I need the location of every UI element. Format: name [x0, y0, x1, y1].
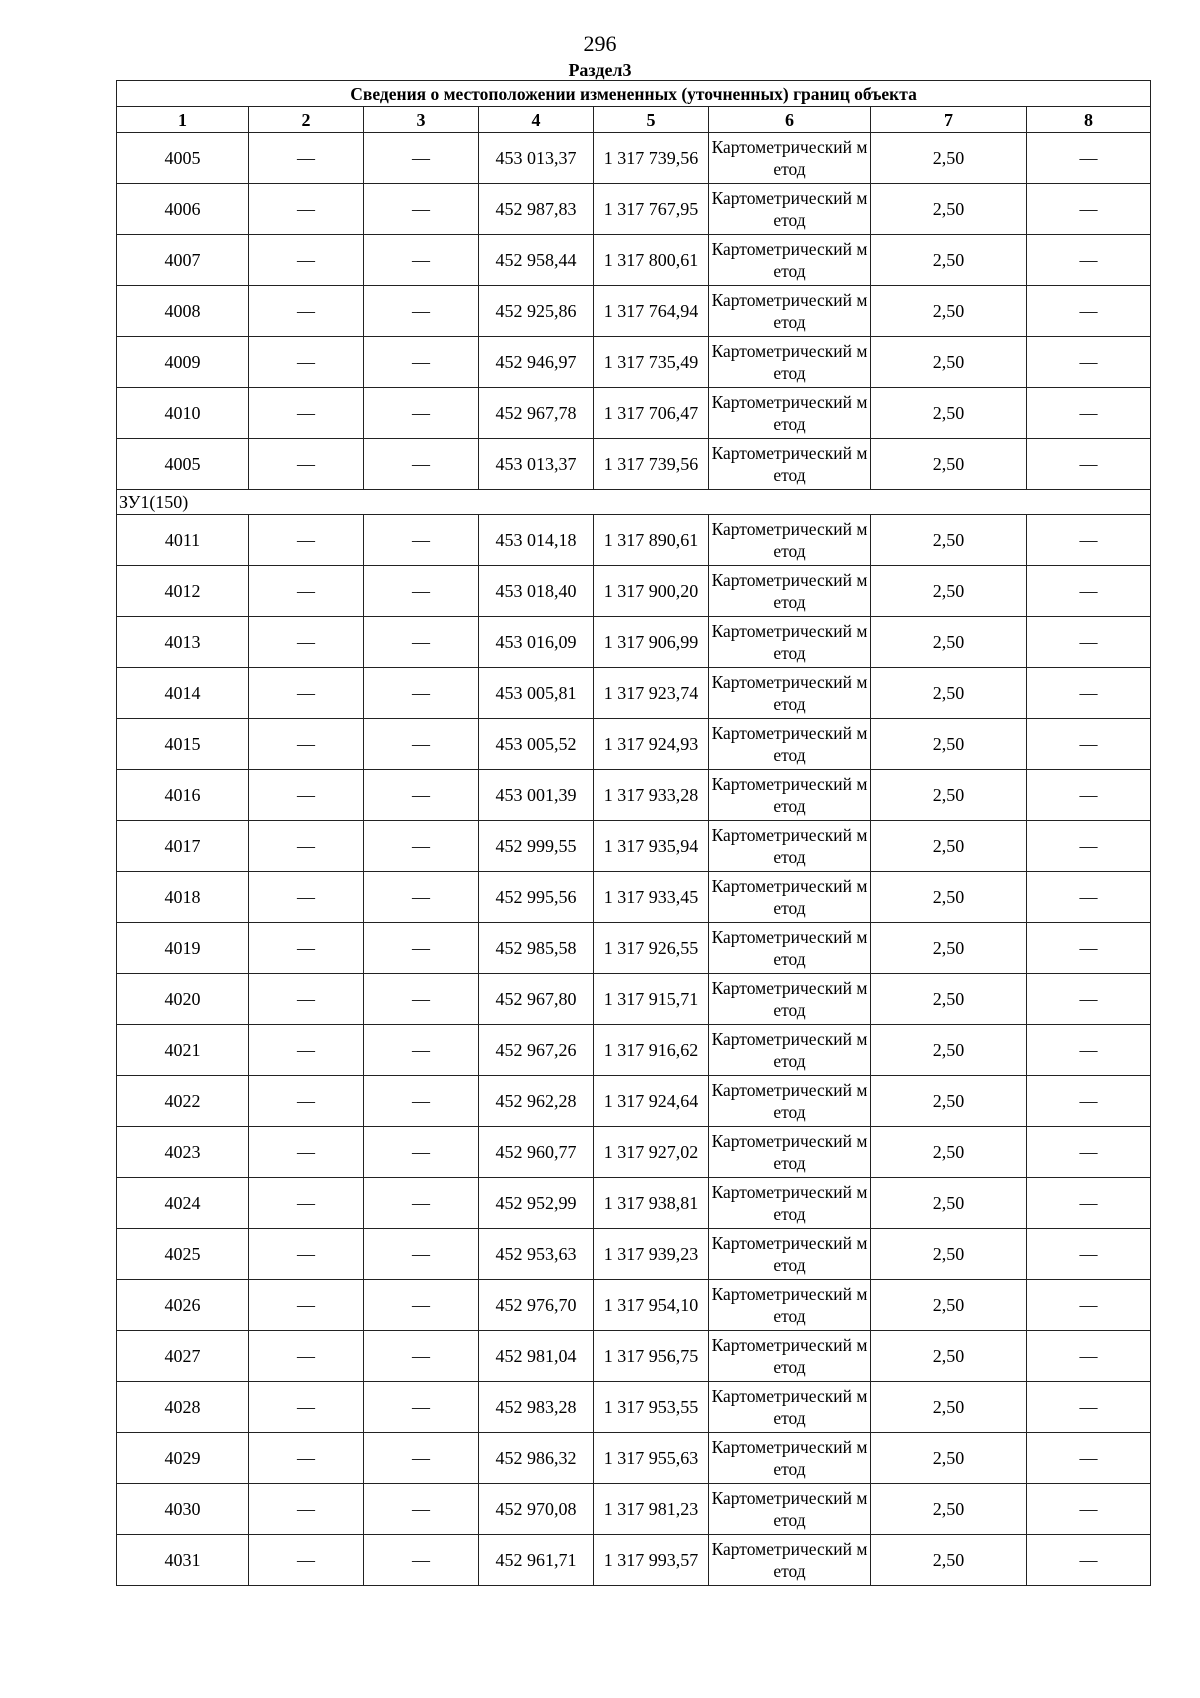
col8-value: — — [1027, 1076, 1151, 1127]
col8-value: — — [1027, 1229, 1151, 1280]
accuracy: 2,50 — [871, 1229, 1027, 1280]
col2-value: — — [249, 1127, 364, 1178]
point-number: 4020 — [117, 974, 249, 1025]
method: Картометрический метод — [709, 719, 871, 770]
point-number: 4022 — [117, 1076, 249, 1127]
col8-value: — — [1027, 923, 1151, 974]
accuracy: 2,50 — [871, 923, 1027, 974]
x-coordinate: 452 952,99 — [479, 1178, 594, 1229]
x-coordinate: 452 987,83 — [479, 184, 594, 235]
y-coordinate: 1 317 924,64 — [594, 1076, 709, 1127]
accuracy: 2,50 — [871, 515, 1027, 566]
col2-value: — — [249, 1382, 364, 1433]
col2-value: — — [249, 1178, 364, 1229]
point-number: 4018 — [117, 872, 249, 923]
x-coordinate: 453 016,09 — [479, 617, 594, 668]
point-number: 4006 — [117, 184, 249, 235]
method: Картометрический метод — [709, 1229, 871, 1280]
y-coordinate: 1 317 739,56 — [594, 133, 709, 184]
table-caption: Сведения о местоположении измененных (уточненных) границ объекта — [117, 81, 1151, 107]
col2-value: — — [249, 515, 364, 566]
table-row — [117, 974, 1151, 1025]
x-coordinate: 453 013,37 — [479, 439, 594, 490]
point-number: 4005 — [117, 439, 249, 490]
col8-value: — — [1027, 133, 1151, 184]
x-coordinate: 452 967,80 — [479, 974, 594, 1025]
col8-value: — — [1027, 668, 1151, 719]
col3-value: — — [364, 821, 479, 872]
col8-value: — — [1027, 719, 1151, 770]
method: Картометрический метод — [709, 668, 871, 719]
x-coordinate: 452 970,08 — [479, 1484, 594, 1535]
col8-value: — — [1027, 184, 1151, 235]
accuracy: 2,50 — [871, 1178, 1027, 1229]
point-number: 4016 — [117, 770, 249, 821]
table-row — [117, 337, 1151, 388]
col8-value: — — [1027, 1178, 1151, 1229]
col8-value: — — [1027, 1433, 1151, 1484]
column-number: 3 — [364, 107, 479, 133]
point-number: 4024 — [117, 1178, 249, 1229]
point-number: 4010 — [117, 388, 249, 439]
column-number: 7 — [871, 107, 1027, 133]
accuracy: 2,50 — [871, 439, 1027, 490]
point-number: 4007 — [117, 235, 249, 286]
col3-value: — — [364, 974, 479, 1025]
x-coordinate: 452 981,04 — [479, 1331, 594, 1382]
table-row — [117, 1535, 1151, 1586]
col3-value: — — [364, 439, 479, 490]
point-number: 4021 — [117, 1025, 249, 1076]
col8-value: — — [1027, 337, 1151, 388]
accuracy: 2,50 — [871, 1382, 1027, 1433]
col8-value: — — [1027, 235, 1151, 286]
col3-value: — — [364, 923, 479, 974]
col3-value: — — [364, 566, 479, 617]
method: Картометрический метод — [709, 133, 871, 184]
method: Картометрический метод — [709, 821, 871, 872]
point-number: 4005 — [117, 133, 249, 184]
col2-value: — — [249, 1433, 364, 1484]
point-number: 4014 — [117, 668, 249, 719]
accuracy: 2,50 — [871, 974, 1027, 1025]
method: Картометрический метод — [709, 1382, 871, 1433]
point-number: 4028 — [117, 1382, 249, 1433]
col2-value: — — [249, 133, 364, 184]
accuracy: 2,50 — [871, 566, 1027, 617]
point-number: 4027 — [117, 1331, 249, 1382]
y-coordinate: 1 317 735,49 — [594, 337, 709, 388]
col3-value: — — [364, 1484, 479, 1535]
x-coordinate: 452 967,78 — [479, 388, 594, 439]
point-number: 4023 — [117, 1127, 249, 1178]
col8-value: — — [1027, 1484, 1151, 1535]
y-coordinate: 1 317 800,61 — [594, 235, 709, 286]
col3-value: — — [364, 1280, 479, 1331]
method: Картометрический метод — [709, 1331, 871, 1382]
y-coordinate: 1 317 916,62 — [594, 1025, 709, 1076]
col3-value: — — [364, 515, 479, 566]
accuracy: 2,50 — [871, 719, 1027, 770]
point-number: 4026 — [117, 1280, 249, 1331]
page-number: 296 — [583, 31, 617, 56]
method: Картометрический метод — [709, 1535, 871, 1586]
col3-value: — — [364, 184, 479, 235]
point-number: 4012 — [117, 566, 249, 617]
col3-value: — — [364, 1229, 479, 1280]
col8-value: — — [1027, 1127, 1151, 1178]
col8-value: — — [1027, 1025, 1151, 1076]
table-row — [117, 1433, 1151, 1484]
method: Картометрический метод — [709, 872, 871, 923]
column-number: 1 — [117, 107, 249, 133]
point-number: 4029 — [117, 1433, 249, 1484]
col8-value: — — [1027, 770, 1151, 821]
y-coordinate: 1 317 953,55 — [594, 1382, 709, 1433]
point-number: 4015 — [117, 719, 249, 770]
x-coordinate: 453 013,37 — [479, 133, 594, 184]
x-coordinate: 452 953,63 — [479, 1229, 594, 1280]
method: Картометрический метод — [709, 515, 871, 566]
col3-value: — — [364, 133, 479, 184]
method: Картометрический метод — [709, 1178, 871, 1229]
column-number: 8 — [1027, 107, 1151, 133]
y-coordinate: 1 317 981,23 — [594, 1484, 709, 1535]
col3-value: — — [364, 770, 479, 821]
table-row — [117, 286, 1151, 337]
col2-value: — — [249, 1331, 364, 1382]
point-number: 4030 — [117, 1484, 249, 1535]
column-number-row — [117, 107, 1151, 133]
y-coordinate: 1 317 900,20 — [594, 566, 709, 617]
y-coordinate: 1 317 993,57 — [594, 1535, 709, 1586]
table-row — [117, 439, 1151, 490]
column-number: 6 — [709, 107, 871, 133]
col2-value: — — [249, 923, 364, 974]
x-coordinate: 452 962,28 — [479, 1076, 594, 1127]
x-coordinate: 452 967,26 — [479, 1025, 594, 1076]
table-row — [117, 1178, 1151, 1229]
x-coordinate: 452 986,32 — [479, 1433, 594, 1484]
col2-value: — — [249, 974, 364, 1025]
col3-value: — — [364, 1178, 479, 1229]
method: Картометрический метод — [709, 184, 871, 235]
x-coordinate: 452 999,55 — [479, 821, 594, 872]
accuracy: 2,50 — [871, 821, 1027, 872]
col3-value: — — [364, 235, 479, 286]
x-coordinate: 453 005,52 — [479, 719, 594, 770]
method: Картометрический метод — [709, 439, 871, 490]
boundary-coordinates-table — [116, 80, 1151, 1586]
x-coordinate: 452 983,28 — [479, 1382, 594, 1433]
col3-value: — — [364, 1331, 479, 1382]
col8-value: — — [1027, 1535, 1151, 1586]
col3-value: — — [364, 388, 479, 439]
col3-value: — — [364, 1127, 479, 1178]
accuracy: 2,50 — [871, 1484, 1027, 1535]
col8-value: — — [1027, 439, 1151, 490]
y-coordinate: 1 317 924,93 — [594, 719, 709, 770]
y-coordinate: 1 317 933,45 — [594, 872, 709, 923]
accuracy: 2,50 — [871, 872, 1027, 923]
group-label: ЗУ1(150) — [117, 490, 1151, 515]
col2-value: — — [249, 388, 364, 439]
col2-value: — — [249, 337, 364, 388]
col8-value: — — [1027, 515, 1151, 566]
col3-value: — — [364, 1076, 479, 1127]
x-coordinate: 453 014,18 — [479, 515, 594, 566]
group-label-row — [117, 490, 1151, 515]
accuracy: 2,50 — [871, 184, 1027, 235]
col8-value: — — [1027, 566, 1151, 617]
col8-value: — — [1027, 974, 1151, 1025]
table-row — [117, 1484, 1151, 1535]
col3-value: — — [364, 1382, 479, 1433]
col3-value: — — [364, 286, 479, 337]
y-coordinate: 1 317 926,55 — [594, 923, 709, 974]
y-coordinate: 1 317 739,56 — [594, 439, 709, 490]
method: Картометрический метод — [709, 388, 871, 439]
table-row — [117, 1127, 1151, 1178]
method: Картометрический метод — [709, 566, 871, 617]
method: Картометрический метод — [709, 235, 871, 286]
y-coordinate: 1 317 764,94 — [594, 286, 709, 337]
y-coordinate: 1 317 935,94 — [594, 821, 709, 872]
point-number: 4013 — [117, 617, 249, 668]
col2-value: — — [249, 872, 364, 923]
x-coordinate: 453 018,40 — [479, 566, 594, 617]
col3-value: — — [364, 1433, 479, 1484]
accuracy: 2,50 — [871, 1280, 1027, 1331]
method: Картометрический метод — [709, 1025, 871, 1076]
y-coordinate: 1 317 923,74 — [594, 668, 709, 719]
point-number: 4009 — [117, 337, 249, 388]
x-coordinate: 452 958,44 — [479, 235, 594, 286]
col2-value: — — [249, 1076, 364, 1127]
y-coordinate: 1 317 906,99 — [594, 617, 709, 668]
accuracy: 2,50 — [871, 1025, 1027, 1076]
point-number: 4025 — [117, 1229, 249, 1280]
table-row — [117, 1280, 1151, 1331]
column-number: 2 — [249, 107, 364, 133]
table-row — [117, 1076, 1151, 1127]
accuracy: 2,50 — [871, 1127, 1027, 1178]
col8-value: — — [1027, 1280, 1151, 1331]
y-coordinate: 1 317 933,28 — [594, 770, 709, 821]
x-coordinate: 452 925,86 — [479, 286, 594, 337]
column-number: 4 — [479, 107, 594, 133]
table-row — [117, 1382, 1151, 1433]
accuracy: 2,50 — [871, 617, 1027, 668]
table-row — [117, 668, 1151, 719]
col3-value: — — [364, 872, 479, 923]
point-number: 4019 — [117, 923, 249, 974]
y-coordinate: 1 317 938,81 — [594, 1178, 709, 1229]
table-row — [117, 719, 1151, 770]
x-coordinate: 452 946,97 — [479, 337, 594, 388]
y-coordinate: 1 317 915,71 — [594, 974, 709, 1025]
col2-value: — — [249, 1229, 364, 1280]
method: Картометрический метод — [709, 1433, 871, 1484]
x-coordinate: 452 995,56 — [479, 872, 594, 923]
col2-value: — — [249, 1535, 364, 1586]
accuracy: 2,50 — [871, 1076, 1027, 1127]
col8-value: — — [1027, 872, 1151, 923]
x-coordinate: 452 961,71 — [479, 1535, 594, 1586]
col2-value: — — [249, 617, 364, 668]
method: Картометрический метод — [709, 770, 871, 821]
col2-value: — — [249, 566, 364, 617]
method: Картометрический метод — [709, 337, 871, 388]
y-coordinate: 1 317 956,75 — [594, 1331, 709, 1382]
accuracy: 2,50 — [871, 1331, 1027, 1382]
table-row — [117, 617, 1151, 668]
col8-value: — — [1027, 1331, 1151, 1382]
col2-value: — — [249, 235, 364, 286]
col2-value: — — [249, 1484, 364, 1535]
table-row — [117, 184, 1151, 235]
accuracy: 2,50 — [871, 133, 1027, 184]
table-row — [117, 1229, 1151, 1280]
accuracy: 2,50 — [871, 668, 1027, 719]
accuracy: 2,50 — [871, 235, 1027, 286]
section-title: Раздел3 — [568, 60, 632, 80]
column-number: 5 — [594, 107, 709, 133]
accuracy: 2,50 — [871, 388, 1027, 439]
col2-value: — — [249, 1025, 364, 1076]
table-row — [117, 1025, 1151, 1076]
table-row — [117, 872, 1151, 923]
table-row — [117, 770, 1151, 821]
accuracy: 2,50 — [871, 770, 1027, 821]
y-coordinate: 1 317 890,61 — [594, 515, 709, 566]
y-coordinate: 1 317 706,47 — [594, 388, 709, 439]
y-coordinate: 1 317 955,63 — [594, 1433, 709, 1484]
point-number: 4011 — [117, 515, 249, 566]
col8-value: — — [1027, 388, 1151, 439]
accuracy: 2,50 — [871, 1433, 1027, 1484]
x-coordinate: 453 001,39 — [479, 770, 594, 821]
method: Картометрический метод — [709, 974, 871, 1025]
x-coordinate: 452 976,70 — [479, 1280, 594, 1331]
col2-value: — — [249, 719, 364, 770]
table-row — [117, 1331, 1151, 1382]
col3-value: — — [364, 1535, 479, 1586]
table-row — [117, 388, 1151, 439]
point-number: 4031 — [117, 1535, 249, 1586]
col8-value: — — [1027, 1382, 1151, 1433]
col2-value: — — [249, 1280, 364, 1331]
col3-value: — — [364, 719, 479, 770]
accuracy: 2,50 — [871, 337, 1027, 388]
col3-value: — — [364, 617, 479, 668]
method: Картометрический метод — [709, 1076, 871, 1127]
col2-value: — — [249, 286, 364, 337]
table-row — [117, 235, 1151, 286]
col2-value: — — [249, 184, 364, 235]
col3-value: — — [364, 668, 479, 719]
method: Картометрический метод — [709, 286, 871, 337]
col8-value: — — [1027, 286, 1151, 337]
col3-value: — — [364, 1025, 479, 1076]
y-coordinate: 1 317 767,95 — [594, 184, 709, 235]
accuracy: 2,50 — [871, 286, 1027, 337]
col2-value: — — [249, 439, 364, 490]
point-number: 4017 — [117, 821, 249, 872]
col8-value: — — [1027, 821, 1151, 872]
col2-value: — — [249, 668, 364, 719]
y-coordinate: 1 317 927,02 — [594, 1127, 709, 1178]
table-row — [117, 133, 1151, 184]
method: Картометрический метод — [709, 617, 871, 668]
col2-value: — — [249, 770, 364, 821]
x-coordinate: 452 960,77 — [479, 1127, 594, 1178]
method: Картометрический метод — [709, 1484, 871, 1535]
table-row — [117, 821, 1151, 872]
table-row — [117, 515, 1151, 566]
accuracy: 2,50 — [871, 1535, 1027, 1586]
table-row — [117, 923, 1151, 974]
table-caption-row — [117, 81, 1151, 107]
x-coordinate: 452 985,58 — [479, 923, 594, 974]
point-number: 4008 — [117, 286, 249, 337]
method: Картометрический метод — [709, 1127, 871, 1178]
method: Картометрический метод — [709, 923, 871, 974]
col8-value: — — [1027, 617, 1151, 668]
y-coordinate: 1 317 939,23 — [594, 1229, 709, 1280]
method: Картометрический метод — [709, 1280, 871, 1331]
col3-value: — — [364, 337, 479, 388]
x-coordinate: 453 005,81 — [479, 668, 594, 719]
y-coordinate: 1 317 954,10 — [594, 1280, 709, 1331]
table-row — [117, 566, 1151, 617]
col2-value: — — [249, 821, 364, 872]
